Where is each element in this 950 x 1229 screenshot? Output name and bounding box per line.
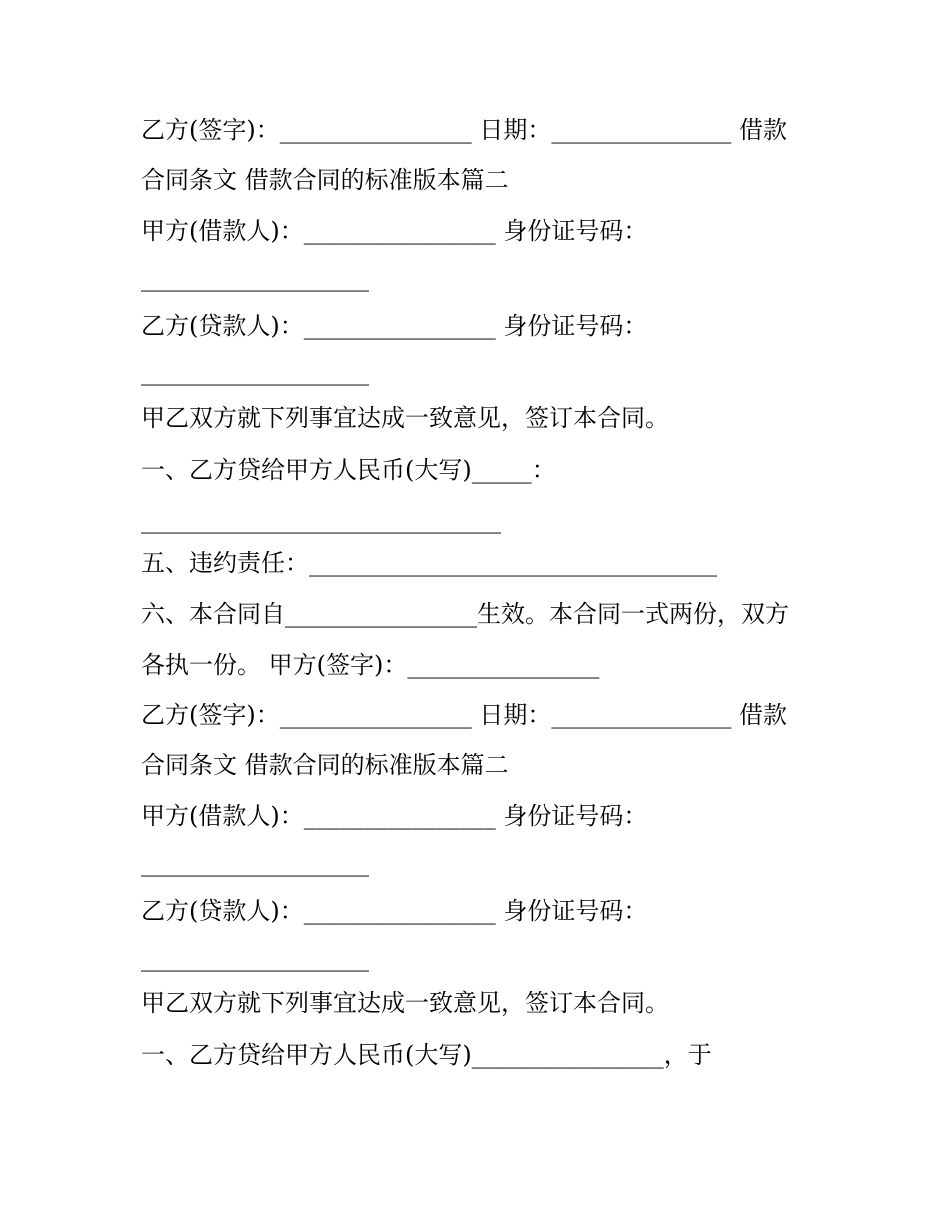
- text-line: ___________________: [141, 264, 369, 292]
- text-line: 乙方(签字)：________________ 日期：_______________ 借款: [141, 701, 787, 729]
- text-line: 各执一份。 甲方(签字)：________________: [141, 651, 600, 679]
- text-line: 乙方(签字)：________________ 日期：_______________ 借款: [141, 116, 787, 144]
- text-line: 一、乙方贷给甲方人民币(大写)________________，于: [141, 1041, 712, 1069]
- text-line: 合同条文 借款合同的标准版本篇二: [141, 166, 509, 194]
- text-line: 合同条文 借款合同的标准版本篇二: [141, 751, 509, 779]
- text-line: 甲方(借款人)：________________ 身份证号码：: [141, 802, 648, 830]
- text-line: 乙方(贷款人)：________________ 身份证号码：: [141, 312, 648, 340]
- text-line: ______________________________: [141, 506, 501, 534]
- text-line: 一、乙方贷给甲方人民币(大写)_____：: [141, 456, 556, 484]
- text-line: 乙方(贷款人)：________________ 身份证号码：: [141, 897, 648, 925]
- text-line: 六、本合同自________________生效。本合同一式两份，双方: [141, 600, 789, 628]
- text-line: 甲方(借款人)：________________ 身份证号码：: [141, 217, 648, 245]
- text-line: ___________________: [141, 849, 369, 877]
- text-line: 甲乙双方就下列事宜达成一致意见，签订本合同。: [141, 989, 669, 1017]
- text-line: 甲乙双方就下列事宜达成一致意见，签订本合同。: [141, 404, 669, 432]
- text-line: ___________________: [141, 944, 369, 972]
- text-line: 五、违约责任：__________________________________: [141, 549, 717, 577]
- text-line: ___________________: [141, 358, 369, 386]
